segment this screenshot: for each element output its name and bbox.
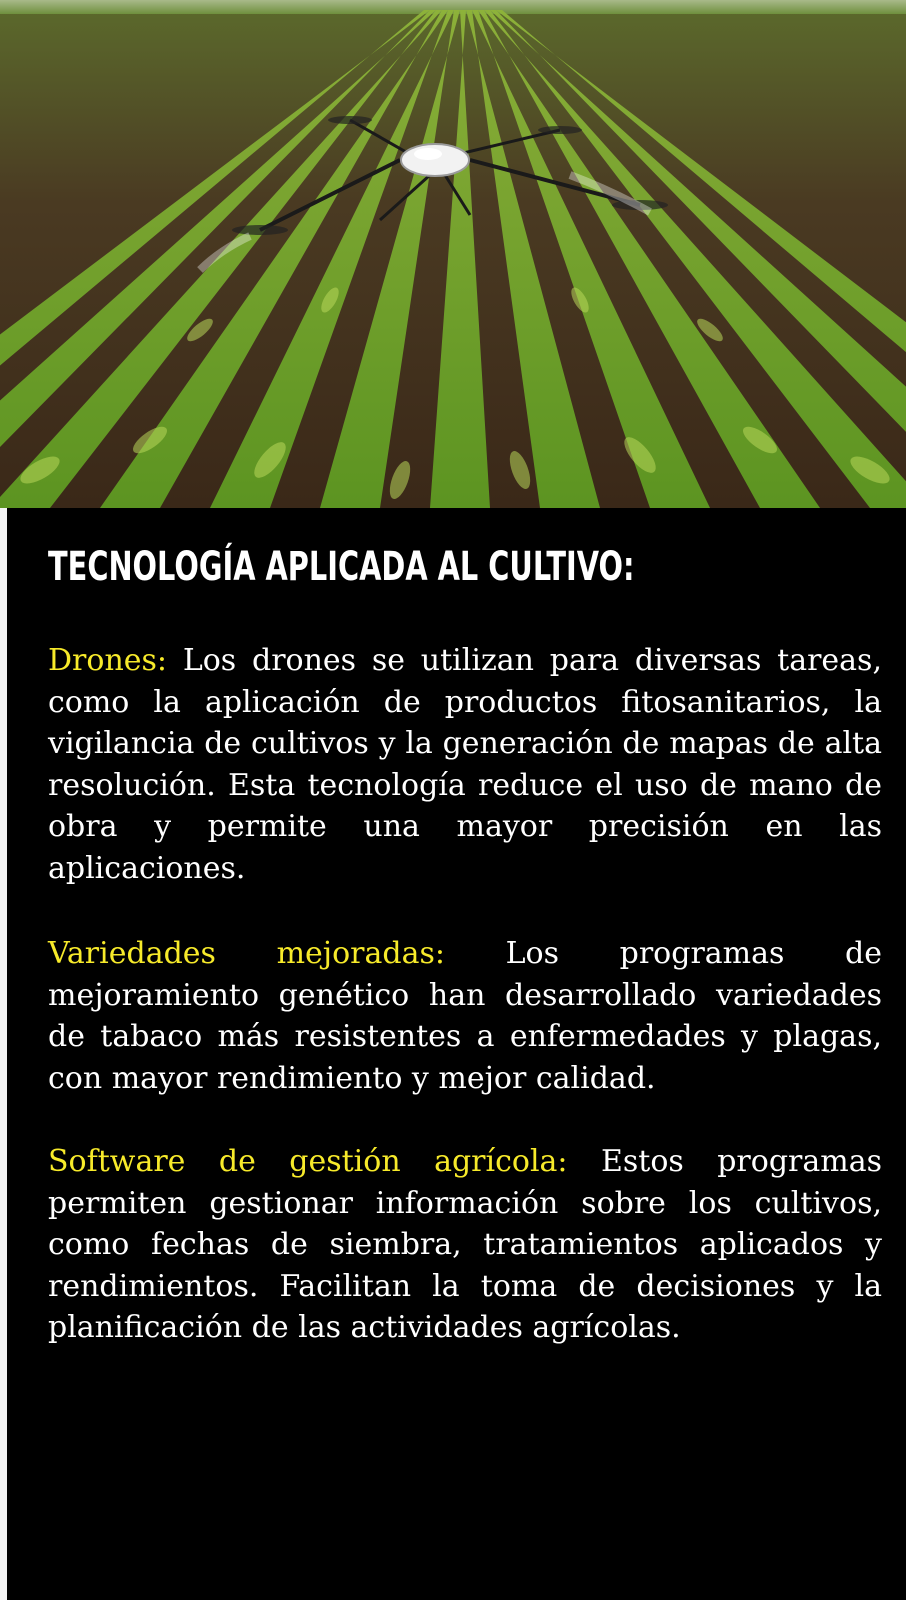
section-term: Drones:	[48, 643, 168, 678]
section-drones	[48, 640, 882, 889]
section-term: Variedades mejoradas:	[48, 936, 445, 971]
section-text: Los drones se utilizan para diversas tareas, como la aplicación de productos fitosanitarios, la vigilancia de cultivos y la generación de mapas de alta resolución. Esta tecnología reduce el uso de mano de obra y permite una mayor precisión en las aplicaciones.	[48, 643, 882, 886]
section-term: Software de gestión agrícola:	[48, 1144, 568, 1179]
hero-photo	[0, 0, 906, 508]
section-text: Los programas de mejoramiento genético han desarrollado variedades de tabaco más resistentes a enfermedades y plagas, con mayor rendimiento y mejor calidad.	[48, 936, 882, 1096]
left-border-rule	[0, 508, 7, 1600]
section-software-gestion	[48, 1141, 882, 1349]
field-illustration	[0, 0, 906, 508]
page-title: TECNOLOGÍA APLICADA AL CULTIVO:	[48, 544, 635, 590]
article-body	[48, 508, 882, 1349]
section-text: Estos programas permiten gestionar información sobre los cultivos, como fechas de siembra, tratamientos aplicados y rendimientos. Facilitan la toma de decisiones y la planificación de las actividades agrícolas.	[48, 1144, 882, 1345]
section-variedades-mejoradas	[48, 933, 882, 1099]
